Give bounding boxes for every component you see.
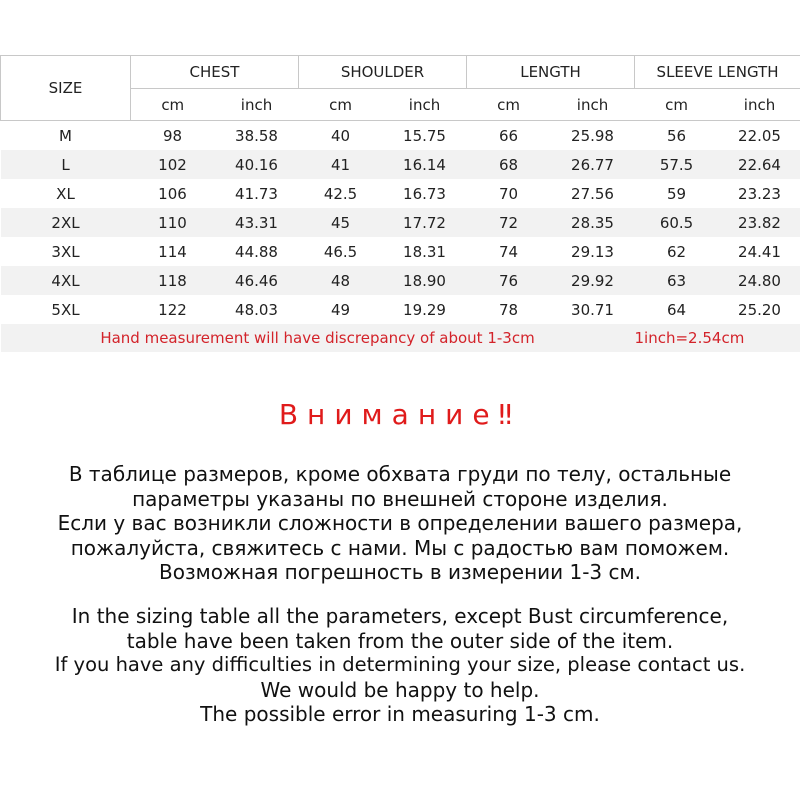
unit-header: inch bbox=[215, 89, 299, 121]
table-cell: 41 bbox=[299, 150, 383, 179]
unit-header: inch bbox=[719, 89, 800, 121]
discrepancy-note: Hand measurement will have discrepancy of about 1-3cm bbox=[1, 324, 635, 352]
table-cell: 29.92 bbox=[551, 266, 635, 295]
russian-notice bbox=[0, 462, 800, 585]
table-cell: 106 bbox=[158, 184, 187, 203]
unit-header: inch bbox=[383, 89, 467, 121]
table-cell: 26.77 bbox=[551, 150, 635, 179]
table-cell: 56 bbox=[666, 126, 687, 145]
unit-header: cm bbox=[131, 89, 215, 121]
table-row bbox=[1, 237, 800, 266]
table-cell: 41.73 bbox=[235, 184, 278, 203]
table-cell: 64 bbox=[666, 300, 687, 319]
table-cell: 25.20 bbox=[738, 300, 781, 319]
size-cell: 2XL bbox=[1, 208, 131, 237]
shoulder-header: SHOULDER bbox=[299, 56, 467, 89]
table-cell: 74 bbox=[498, 242, 519, 261]
size-column-header: SIZE bbox=[1, 56, 131, 121]
english-line: If you have any difficulties in determining your size, please contact us. bbox=[54, 653, 746, 676]
table-cell: 22.64 bbox=[719, 150, 800, 179]
table-cell: 46.46 bbox=[215, 266, 299, 295]
table-row bbox=[1, 266, 800, 295]
russian-line: В таблице размеров, кроме обхвата груди по телу, остальные bbox=[68, 462, 732, 486]
table-row bbox=[1, 179, 800, 208]
table-cell: 122 bbox=[158, 300, 187, 319]
table-cell: 44.88 bbox=[235, 242, 278, 261]
table-cell: 40 bbox=[330, 126, 351, 145]
table-cell: 43.31 bbox=[215, 208, 299, 237]
table-cell: 30.71 bbox=[571, 300, 614, 319]
table-cell: 23.82 bbox=[719, 208, 800, 237]
attention-heading: Внимание‼ bbox=[278, 398, 522, 431]
table-row bbox=[1, 150, 800, 179]
size-cell: 5XL bbox=[51, 300, 80, 319]
table-cell: 16.14 bbox=[383, 150, 467, 179]
table-cell: 98 bbox=[162, 126, 183, 145]
table-cell: 68 bbox=[467, 150, 551, 179]
russian-line: Возможная погрешность в измерении 1-3 см. bbox=[159, 560, 641, 584]
table-cell: 24.80 bbox=[719, 266, 800, 295]
table-cell: 17.72 bbox=[383, 208, 467, 237]
table-cell: 23.23 bbox=[738, 184, 781, 203]
unit-header: cm bbox=[299, 89, 383, 121]
size-chart-table bbox=[0, 55, 800, 352]
table-cell: 62 bbox=[666, 242, 687, 261]
table-cell: 49 bbox=[330, 300, 351, 319]
unit-header: cm bbox=[635, 89, 719, 121]
table-cell: 16.73 bbox=[403, 184, 446, 203]
inch-conversion-note: 1inch=2.54cm bbox=[635, 324, 800, 352]
russian-line: параметры указаны по внешней стороне изделия. bbox=[132, 486, 668, 511]
length-header: LENGTH bbox=[467, 56, 635, 89]
table-cell: 76 bbox=[467, 266, 551, 295]
size-cell: 4XL bbox=[1, 266, 131, 295]
size-cell: M bbox=[59, 126, 72, 145]
table-cell: 46.5 bbox=[323, 242, 358, 261]
header-row-groups bbox=[1, 56, 800, 89]
table-cell: 27.56 bbox=[571, 184, 614, 203]
table-cell: 57.5 bbox=[635, 150, 719, 179]
table-cell: 29.13 bbox=[571, 242, 614, 261]
table-row bbox=[1, 208, 800, 237]
sleeve-length-header: SLEEVE LENGTH bbox=[635, 56, 800, 89]
english-line: We would be happy to help. bbox=[260, 677, 540, 702]
table-cell: 70 bbox=[498, 184, 519, 203]
table-row bbox=[1, 121, 800, 151]
size-cell: XL bbox=[56, 184, 75, 203]
english-line: In the sizing table all the parameters, except Bust circumference, bbox=[71, 604, 729, 628]
english-line: The possible error in measuring 1-3 cm. bbox=[200, 702, 600, 726]
english-line: table have been taken from the outer side of the item. bbox=[126, 628, 674, 653]
russian-line: пожалуйста, свяжитесь с нами. Мы с радостью вам поможем. bbox=[70, 535, 730, 560]
table-cell: 45 bbox=[299, 208, 383, 237]
table-cell: 15.75 bbox=[403, 126, 446, 145]
table-cell: 48 bbox=[299, 266, 383, 295]
table-cell: 40.16 bbox=[215, 150, 299, 179]
table-cell: 66 bbox=[498, 126, 519, 145]
table-cell: 18.31 bbox=[403, 242, 446, 261]
table-cell: 38.58 bbox=[235, 126, 278, 145]
table-cell: 42.5 bbox=[323, 184, 358, 203]
english-notice bbox=[0, 604, 800, 727]
size-cell: 3XL bbox=[51, 242, 80, 261]
table-cell: 25.98 bbox=[571, 126, 614, 145]
table-cell: 78 bbox=[498, 300, 519, 319]
table-cell: 72 bbox=[467, 208, 551, 237]
table-cell: 48.03 bbox=[235, 300, 278, 319]
unit-header: cm bbox=[467, 89, 551, 121]
table-cell: 22.05 bbox=[738, 126, 781, 145]
measurement-note-row bbox=[1, 324, 800, 352]
table-cell: 102 bbox=[131, 150, 215, 179]
table-cell: 28.35 bbox=[551, 208, 635, 237]
table-cell: 60.5 bbox=[635, 208, 719, 237]
table-row bbox=[1, 295, 800, 324]
table-cell: 19.29 bbox=[403, 300, 446, 319]
unit-header: inch bbox=[551, 89, 635, 121]
chest-header: CHEST bbox=[131, 56, 299, 89]
russian-line: Если у вас возникли сложности в определении вашего размера, bbox=[57, 511, 743, 535]
table-cell: 118 bbox=[131, 266, 215, 295]
table-cell: 114 bbox=[158, 242, 187, 261]
table-cell: 110 bbox=[131, 208, 215, 237]
size-cell: L bbox=[1, 150, 131, 179]
table-cell: 63 bbox=[635, 266, 719, 295]
table-cell: 18.90 bbox=[383, 266, 467, 295]
table-cell: 59 bbox=[666, 184, 687, 203]
table-cell: 24.41 bbox=[738, 242, 781, 261]
